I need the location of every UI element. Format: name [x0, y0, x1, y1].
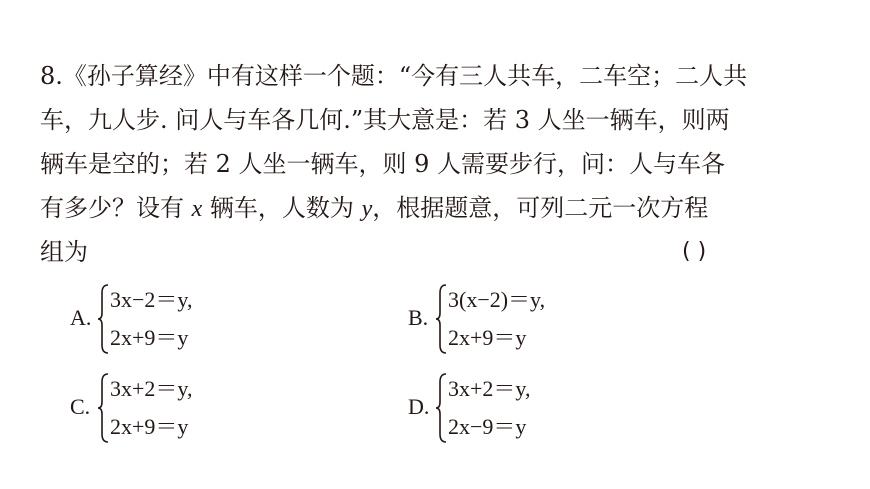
question-text: 组为: [40, 238, 88, 266]
equation-2: 2x+9＝y: [448, 325, 527, 350]
equation-2: 2x+9＝y: [110, 414, 189, 439]
answer-blank[interactable]: ( ): [682, 239, 707, 264]
question-text: ，根据题意，可列二元一次方程: [372, 194, 709, 222]
equation-2: 2x+9＝y: [110, 325, 189, 350]
equation-2: 2x−9＝y: [448, 414, 527, 439]
question-text: 辆车，人数为: [202, 194, 362, 222]
question-line-4: [40, 186, 840, 230]
variable-x: x: [191, 196, 203, 222]
question-block: [40, 54, 840, 274]
equation-1: 3x+2＝y,: [448, 376, 531, 401]
option-label: D.: [408, 394, 430, 419]
equation-1: 3x−2＝y,: [110, 287, 193, 312]
question-line-2: 车，九人步. 问人与车各几何.”其大意是：若 3 人坐一辆车，则两: [40, 106, 730, 134]
question-text: 有多少？设有: [40, 194, 192, 222]
brace-icon: [98, 372, 110, 444]
variable-y: y: [361, 196, 373, 222]
brace-icon: [436, 372, 448, 444]
equation-1: 3(x−2)＝y,: [448, 287, 546, 312]
brace-icon: [436, 283, 448, 355]
option-label: A.: [70, 305, 92, 330]
option-label: C.: [70, 394, 91, 419]
equation-1: 3x+2＝y,: [110, 376, 193, 401]
question-line-1: 8.《孙子算经》中有这样一个题：“今有三人共车，二车空；二人共: [40, 62, 748, 90]
question-line-5: [40, 230, 840, 274]
question-line-3: 辆车是空的；若 2 人坐一辆车，则 9 人需要步行，问：人与车各: [40, 150, 726, 178]
brace-icon: [98, 283, 110, 355]
option-label: B.: [408, 305, 429, 330]
